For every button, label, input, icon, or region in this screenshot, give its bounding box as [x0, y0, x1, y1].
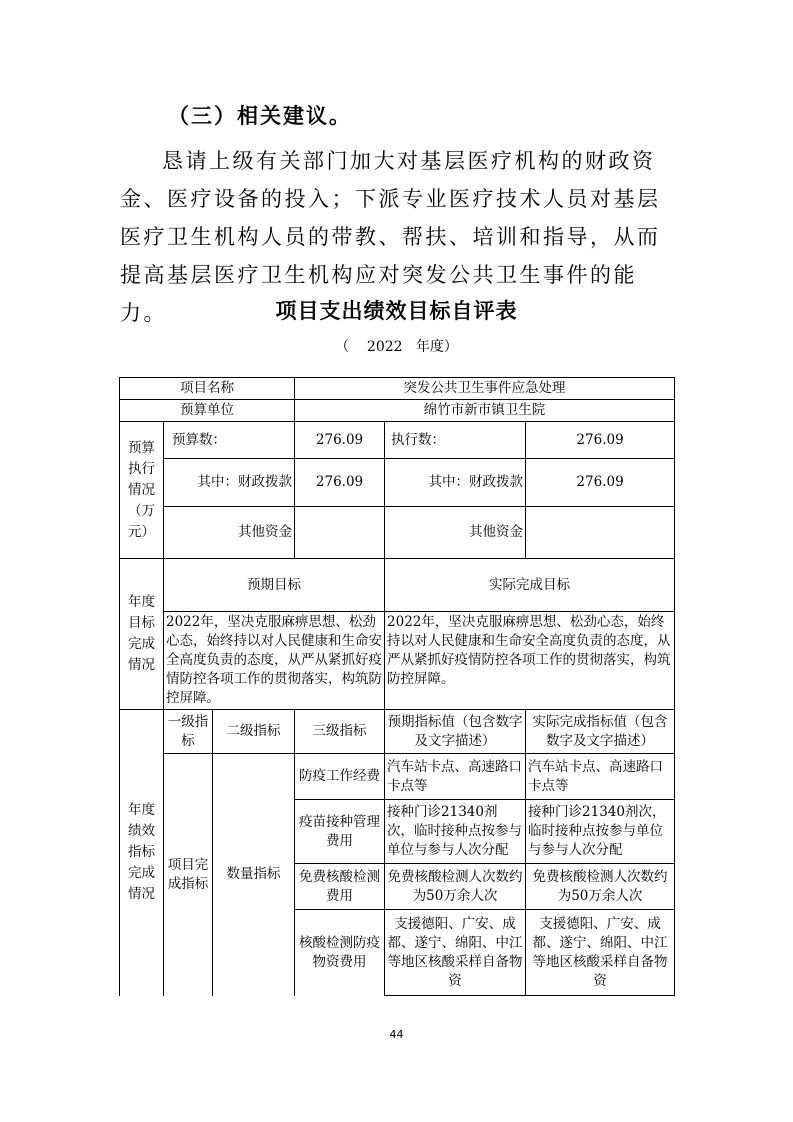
level1-value: 项目完成指标	[164, 754, 213, 996]
budget-unit-value: 绵竹市新市镇卫生院	[295, 400, 675, 422]
col-level2: 二级指标	[213, 710, 295, 754]
other-funds-budget	[295, 507, 385, 559]
other-funds-executed	[526, 507, 675, 559]
year-line	[0, 336, 793, 356]
fiscal-row	[120, 459, 675, 507]
row-expected: 免费核酸检测人次数约为50万余人次	[385, 864, 526, 910]
expected-target-header: 预期目标	[164, 559, 385, 612]
target-text-row	[120, 612, 675, 710]
row-level3: 疫苗接种管理费用	[295, 800, 385, 864]
fiscal-budget-label: 其中：财政拨款	[164, 459, 295, 507]
budget-count-value: 276.09	[295, 422, 385, 459]
col-actual: 实际完成指标值（包含数字及文字描述）	[526, 710, 675, 754]
other-funds-row	[120, 507, 675, 559]
row-level3: 防疫工作经费	[295, 754, 385, 800]
fiscal-budget-value: 276.09	[295, 459, 385, 507]
row-actual: 支援德阳、广安、成都、遂宁、绵阳、中江等地区核酸采样自备物资	[526, 910, 675, 996]
fiscal-executed-value: 276.09	[526, 459, 675, 507]
target-header-row	[120, 559, 675, 612]
row-expected: 汽车站卡点、高速路口卡点等	[385, 754, 526, 800]
row-actual: 免费核酸检测人次数约为50万余人次	[526, 864, 675, 910]
col-level1: 一级指标	[164, 710, 213, 754]
budget-unit-row	[120, 400, 675, 422]
suggestion-text: 恳请上级有关部门加大对基层医疗机构的财政资金、医疗设备的投入；下派专业医疗技术人员对基层医疗卫生机构人员的带教、帮扶、培训和指导，从而提高基层医疗卫生机构应对突发公共卫生事件的能力。	[120, 149, 661, 325]
project-name-value: 突发公共卫生事件应急处理	[295, 378, 675, 400]
row-level3: 免费核酸检测费用	[295, 864, 385, 910]
year-open: （	[335, 339, 350, 355]
other-funds-label: 其他资金	[164, 507, 295, 559]
section-heading: （三）相关建议。	[168, 104, 352, 128]
row-level3: 核酸检测防疫物资费用	[295, 910, 385, 996]
col-expected: 预期指标值（包含数字及文字描述）	[385, 710, 526, 754]
executed-count-value: 276.09	[526, 422, 675, 459]
budget-unit-label: 预算单位	[120, 400, 295, 422]
executed-count-label: 执行数：	[385, 422, 526, 459]
row-expected: 接种门诊21340剂次，临时接种点按参与单位与参与人次分配	[385, 800, 526, 864]
row-actual: 汽车站卡点、高速路口卡点等	[526, 754, 675, 800]
budget-section-label: 预算执行情况（万元）	[120, 422, 164, 559]
actual-target-text: 2022年，坚决克服麻痹思想、松劲心态，始终持以对人民健康和生命安全高度负责的态度，从严从紧抓好疫情防控各项工作的贯彻落实，构筑防控屏障。	[385, 612, 675, 710]
other-funds-label-2: 其他资金	[385, 507, 526, 559]
annual-target-label: 年度目标完成情况	[120, 559, 164, 710]
indicator-header-row	[120, 710, 675, 754]
year-value: 2022	[366, 339, 403, 355]
actual-target-header: 实际完成目标	[385, 559, 675, 612]
row-actual: 接种门诊21340剂次，临时接种点按参与单位与参与人次分配	[526, 800, 675, 864]
page-number: 44	[389, 1028, 404, 1041]
year-label: 年度）	[415, 339, 458, 355]
col-level3: 三级指标	[295, 710, 385, 754]
table-row	[120, 754, 675, 800]
fiscal-executed-label: 其中：财政拨款	[385, 459, 526, 507]
expected-target-text: 2022年，坚决克服麻痹思想、松劲心态，始终持以对人民健康和生命安全高度负责的态度，从严从紧抓好疫情防控各项工作的贯彻落实，构筑防控屏障。	[164, 612, 385, 710]
table-title: 项目支出绩效目标自评表	[275, 299, 518, 323]
project-name-label: 项目名称	[120, 378, 295, 400]
budget-count-row	[120, 422, 675, 459]
performance-table	[119, 377, 675, 996]
row-expected: 支援德阳、广安、成都、遂宁、绵阳、中江等地区核酸采样自备物资	[385, 910, 526, 996]
perf-label: 年度绩效指标完成情况	[120, 710, 164, 996]
project-name-row	[120, 378, 675, 400]
budget-count-label: 预算数：	[164, 422, 295, 459]
level2-value: 数量指标	[213, 754, 295, 996]
